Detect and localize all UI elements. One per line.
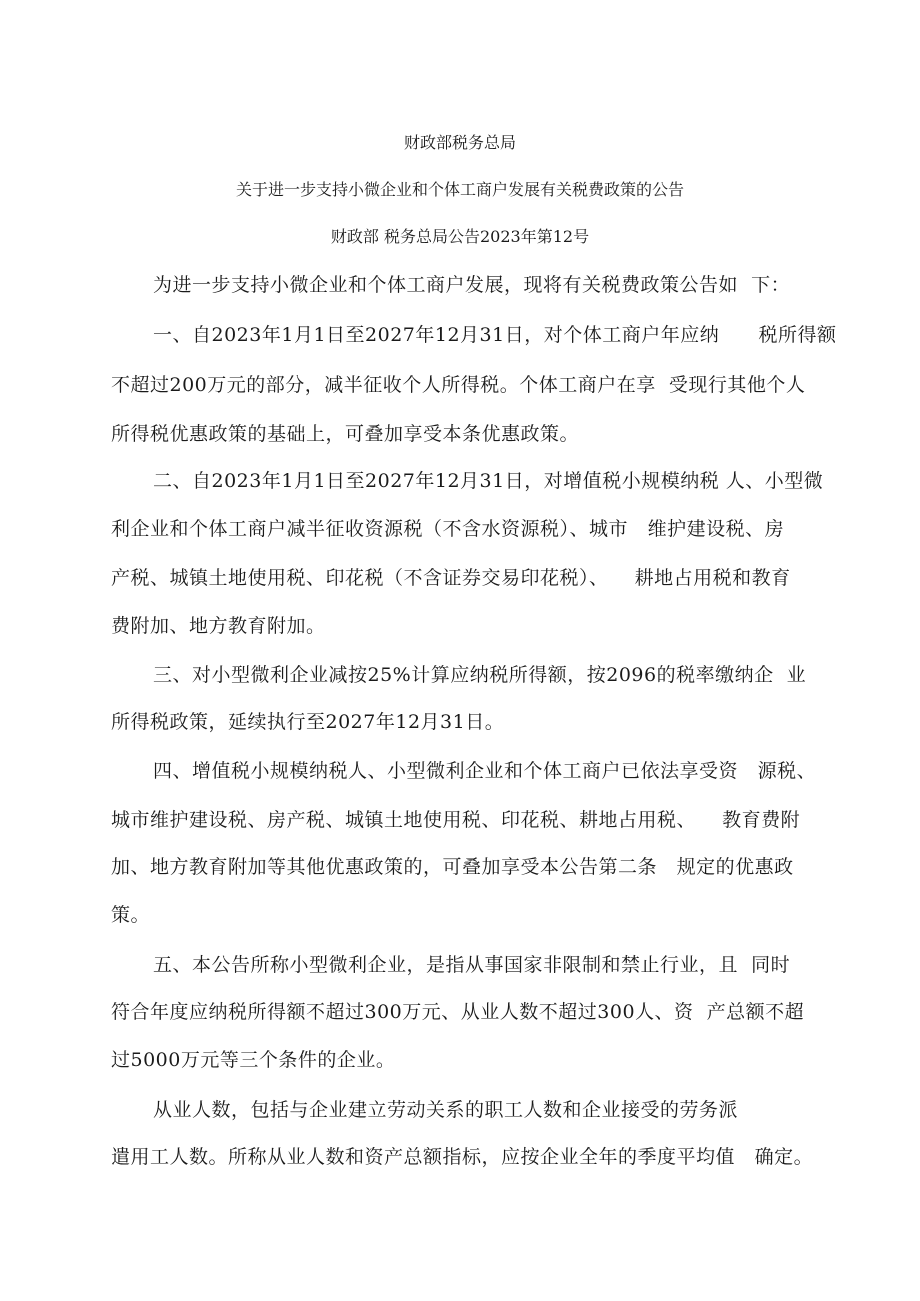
paragraph-line: 所得税政策，延续执行至2027年12月31日。 [111, 711, 505, 733]
paragraph-line: 费附加、地方教育附加。 [111, 615, 326, 637]
document-title: 关于进一步支持小微企业和个体工商户发展有关税费政策的公告 [235, 180, 684, 199]
document-number: 财政部 税务总局公告2023年第12号 [330, 227, 590, 246]
paragraph-line: 所得税优惠政策的基础上，可叠加享受本条优惠政策。 [111, 423, 580, 445]
paragraph-line: 一、自2023年1月1日至2027年12月31日，对个体工商户年应纳 税所得额 [153, 324, 837, 346]
paragraph-line: 从业人数，包括与企业建立劳动关系的职工人数和企业接受的劳务派 [153, 1099, 739, 1121]
paragraph-line: 过5000万元等三个条件的企业。 [111, 1049, 396, 1071]
paragraph-line: 三、对小型微利企业减按25%计算应纳税所得额，按2096的税率缴纳企 业 [153, 664, 807, 686]
paragraph-line: 产税、城镇土地使用税、印花税（不含证券交易印花税）、 耕地占用税和教育 [111, 567, 791, 589]
paragraph-line: 利企业和个体工商户减半征收资源税（不含水资源税）、城市 维护建设税、房 [111, 518, 785, 540]
paragraph-line: 符合年度应纳税所得额不超过300万元、从业人数不超过300人、资 产总额不超 [111, 1001, 805, 1023]
intro-paragraph: 为进一步支持小微企业和个体工商户发展，现将有关税费政策公告如 下： [153, 274, 791, 296]
paragraph-line: 不超过200万元的部分，减半征收个人所得税。个体工商户在享 受现行其他个人 [111, 374, 806, 396]
paragraph-line: 五、本公告所称小型微利企业，是指从事国家非限制和禁止行业，且 同时 [153, 954, 791, 976]
paragraph-line: 四、增值税小规模纳税人、小型微利企业和个体工商户已依法享受资 源税、 [153, 760, 817, 782]
paragraph-line: 遣用工人数。所称从业人数和资产总额指标，应按企业全年的季度平均值 确定。 [111, 1146, 814, 1168]
paragraph-line: 加、地方教育附加等其他优惠政策的，可叠加享受本公告第二条 规定的优惠政 [111, 856, 794, 878]
paragraph-line: 二、自2023年1月1日至2027年12月31日，对增值税小规模纳税 人、小型微 [153, 470, 824, 492]
paragraph-line: 城市维护建设税、房产税、城镇土地使用税、印花税、耕地占用税、 教育费附 [111, 809, 801, 831]
paragraph-line: 策。 [111, 904, 151, 926]
issuing-agency: 财政部税务总局 [403, 133, 516, 152]
